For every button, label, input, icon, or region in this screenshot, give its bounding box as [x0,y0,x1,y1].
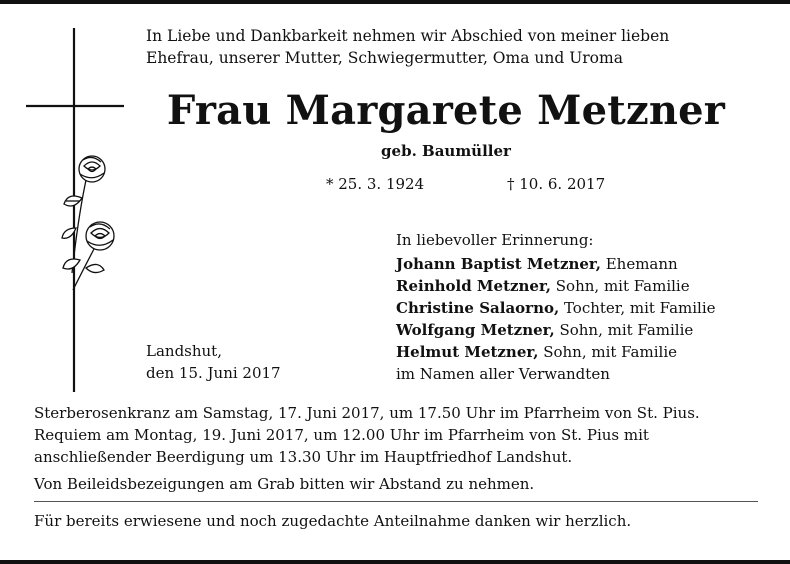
mourner-relation: Sohn, mit Familie [538,343,677,361]
mourner-name: Christine Salaorno, [396,299,560,317]
thanks-note: Für bereits erwiesene und noch zugedachte Anteilnahme danken wir herzlich. [34,512,632,530]
service-line-1: Sterberosenkranz am Samstag, 17. Juni 2017, um 17.50 Uhr im Pfarrheim von St. Pius. [34,404,700,422]
mourners-list [396,229,776,385]
service-details [34,402,764,495]
intro-text [146,25,746,69]
place-and-date [146,340,346,384]
maiden-name: geb. Baumüller [381,142,511,160]
intro-line-1: In Liebe und Dankbarkeit nehmen wir Abschied von meiner lieben [146,27,670,45]
top-border [0,0,790,4]
divider [34,501,758,502]
list-item [396,319,776,341]
mourners-heading: In liebevoller Erinnerung: [396,231,594,249]
death-date: † 10. 6. 2017 [507,175,606,193]
condolence-note: Von Beileidsbezeigungen am Grab bitten wir Abstand zu nehmen. [34,475,535,493]
mourner-relation: Ehemann [600,255,678,273]
birth-date: * 25. 3. 1924 [326,175,425,193]
cross-icon [26,28,126,392]
list-item [396,275,776,297]
mourner-name: Johann Baptist Metzner, [396,255,601,273]
mourner-name: Reinhold Metzner, [396,277,552,295]
mourner-relation: Sohn, mit Familie [554,321,694,339]
place-city: Landshut, [146,342,222,360]
service-line-3: anschließender Beerdigung um 13.30 Uhr im Hauptfriedhof Landshut. [34,448,573,466]
service-line-2: Requiem am Montag, 19. Juni 2017, um 12.00 Uhr im Pfarrheim von St. Pius mit [34,426,649,444]
rose-icon [62,156,114,290]
bottom-border [0,560,790,564]
mourner-name: Helmut Metzner, [396,343,539,361]
mourner-relation: Sohn, mit Familie [551,277,690,295]
place-date: den 15. Juni 2017 [146,364,281,382]
mourner-name: Wolfgang Metzner, [396,321,555,339]
intro-line-2: Ehefrau, unserer Mutter, Schwiegermutter, Oma und Uroma [146,49,623,67]
list-item [396,253,776,275]
list-item [396,297,776,319]
mourners-closing: im Namen aller Verwandten [396,365,610,383]
list-item [396,341,776,363]
deceased-name: Frau Margarete Metzner [166,87,726,134]
mourner-relation: Tochter, mit Familie [559,299,716,317]
